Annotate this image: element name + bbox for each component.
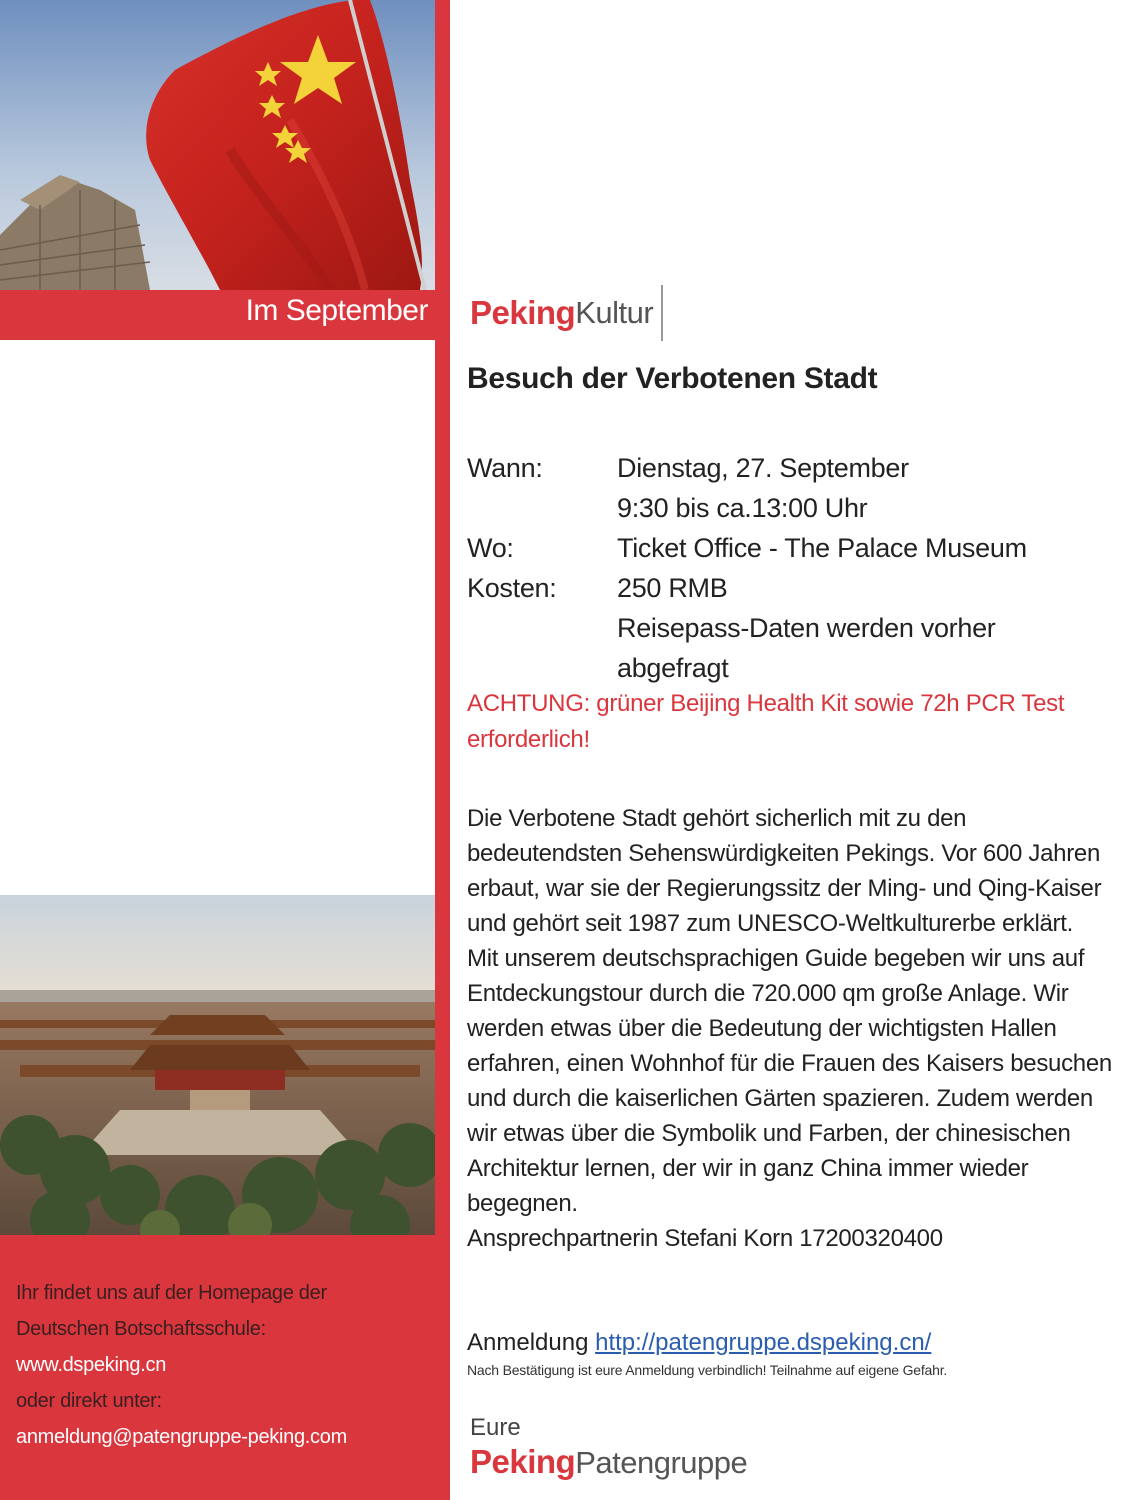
health-warning: ACHTUNG: grüner Beijing Health Kit sowie 72h PCR Test erforderlich! xyxy=(467,690,1065,753)
when-row xyxy=(467,448,1107,488)
cost-value: 250 RMB xyxy=(617,573,728,603)
event-title: Besuch der Verbotenen Stadt xyxy=(467,362,878,395)
logo-eure-text: Eure xyxy=(470,1414,521,1441)
logo-bold-text: Peking xyxy=(470,1443,576,1480)
event-description xyxy=(467,801,1117,1256)
china-flag-photo xyxy=(0,0,435,290)
when-value: Dienstag, 27. September xyxy=(617,453,909,483)
logo-light-text: Kultur xyxy=(575,295,654,330)
cost-row xyxy=(467,568,1107,608)
passport-row xyxy=(467,608,1107,648)
where-row xyxy=(467,528,1107,568)
logo-light-text: Patengruppe xyxy=(575,1445,748,1480)
month-label: Im September xyxy=(245,294,428,327)
divider-strip xyxy=(435,0,450,1500)
passport-note-2: abgefragt xyxy=(617,653,729,683)
description-paragraph: Die Verbotene Stadt gehört sicherlich mit zu den bedeutendsten Sehenswürdigkeiten Pekings. Vor 600 Jahren erbaut, war sie der Regierungssitz der Ming- und Qing-Kaiser und gehört seit 1987 zum UNESCO-Weltkulturerbe erklärt. xyxy=(467,805,1102,937)
footer-text: Ihr findet uns auf der Homepage der xyxy=(16,1282,327,1304)
description-paragraph: Mit unserem deutschsprachigen Guide begeben wir uns auf Entdeckungstour durch die 720.000 qm große Anlage. Wir werden etwas über die Bedeutung der wichtigsten Hallen erfahren, einen Wohnhof für die Frauen des Kaisers besuchen und durch die kaiserlichen Gärten spazieren. Zudem werden wir etwas über die Symbolik und Farben, der chinesischen Architektur lernen, der wir in ganz China immer wieder begegnen. xyxy=(467,945,1112,1217)
blank-panel xyxy=(0,340,435,895)
forbidden-city-photo xyxy=(0,895,435,1235)
where-value: Ticket Office - The Palace Museum xyxy=(617,533,1027,563)
signup-label: Anmeldung xyxy=(467,1329,589,1356)
website-link[interactable]: www.dspeking.cn xyxy=(16,1354,167,1376)
month-banner xyxy=(0,290,450,340)
peking-kultur-logo xyxy=(470,285,663,341)
when-label: Wann: xyxy=(467,453,543,483)
left-column xyxy=(0,0,450,1500)
passport-row-2 xyxy=(467,648,1107,688)
where-label: Wo: xyxy=(467,533,514,563)
signup-link[interactable]: http://patengruppe.dspeking.cn/ xyxy=(595,1329,932,1356)
contact-footer xyxy=(0,1235,450,1500)
footer-text: oder direkt unter: xyxy=(16,1390,162,1412)
time-value: 9:30 bis ca.13:00 Uhr xyxy=(617,493,868,523)
signup-disclaimer: Nach Bestätigung ist eure Anmeldung verbindlich! Teilnahme auf eigene Gefahr. xyxy=(467,1362,948,1378)
contact-person: Ansprechpartnerin Stefani Korn 17200320400 xyxy=(467,1225,943,1252)
passport-note: Reisepass-Daten werden vorher xyxy=(617,613,996,643)
email-link[interactable]: anmeldung@patengruppe-peking.com xyxy=(16,1426,347,1448)
cost-label: Kosten: xyxy=(467,573,557,603)
footer-text: Deutschen Botschaftsschule: xyxy=(16,1318,266,1340)
logo-bold-text: Peking xyxy=(470,294,576,331)
time-row xyxy=(467,488,1107,528)
logo-divider xyxy=(661,285,663,341)
signup xyxy=(467,1325,931,1361)
peking-patengruppe-logo xyxy=(470,1415,747,1481)
event-details xyxy=(467,448,1107,688)
